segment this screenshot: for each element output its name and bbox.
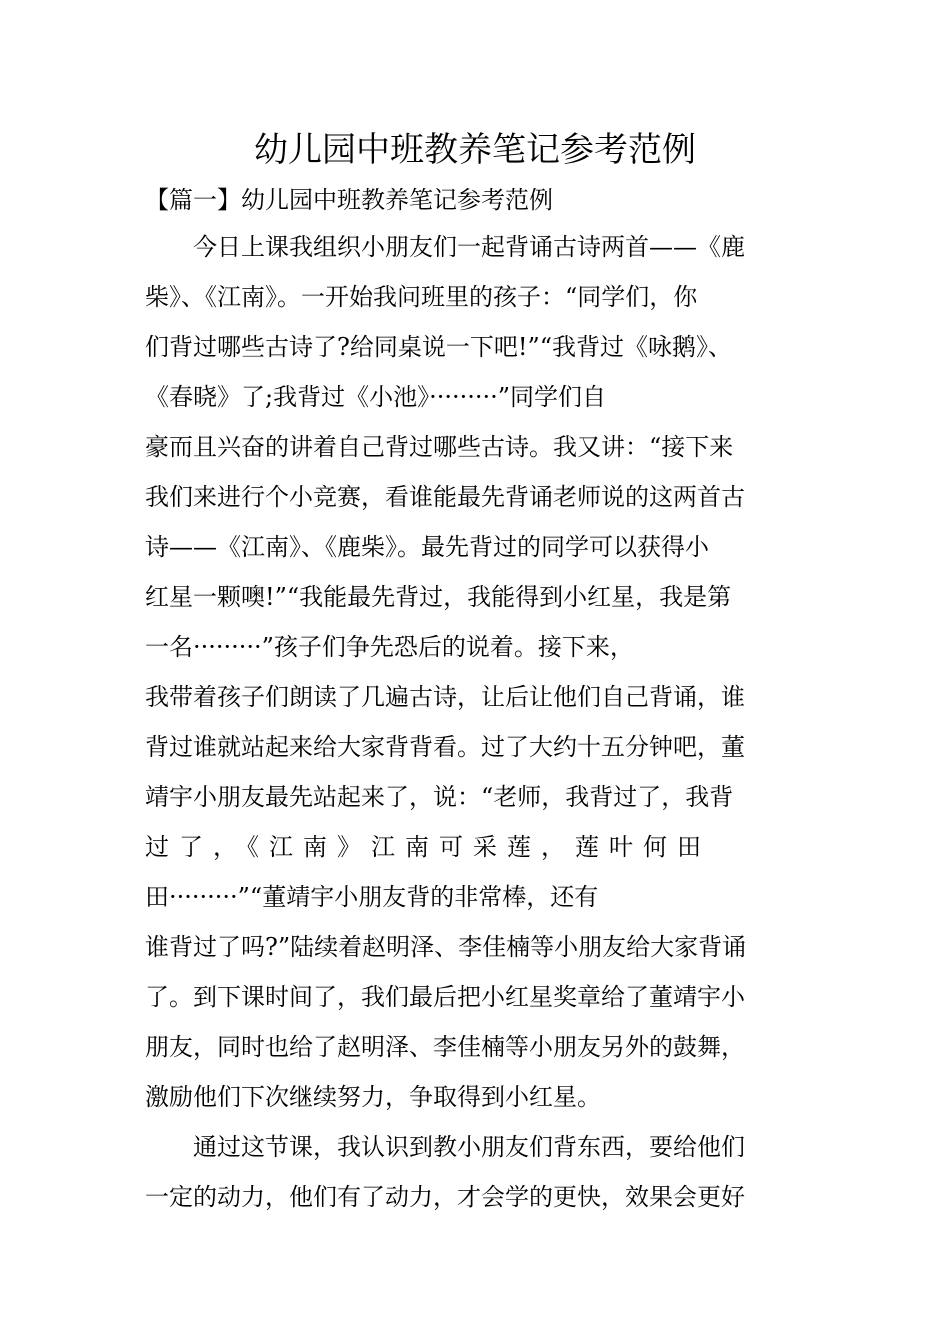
paragraph-line: 背过谁就站起来给大家背背看。过了大约十五分钟吧，董: [145, 733, 745, 761]
paragraph-line: 靖宇小朋友最先站起来了，说：“老师，我背过了，我背: [145, 783, 734, 811]
paragraph-line: 诗——《江南》、《鹿柴》。最先背过的同学可以获得小: [145, 533, 709, 561]
paragraph-line: 过了，《江南》江南可采莲，莲叶何田: [145, 833, 711, 861]
document-title: 幼儿园中班教养笔记参考范例: [254, 130, 696, 170]
paragraph-line: 一定的动力，他们有了动力，才会学的更快，效果会更好: [145, 1183, 745, 1211]
section-heading: 【篇一】幼儿园中班教养笔记参考范例: [145, 186, 553, 214]
paragraph-line: 柴》、《江南》。一开始我问班里的孩子：“同学们，你: [145, 283, 698, 311]
paragraph-line: 我带着孩子们朗读了几遍古诗，让后让他们自己背诵，谁: [145, 683, 745, 711]
paragraph-line: 田·········”“董靖宇小朋友背的非常棒，还有: [145, 883, 599, 911]
paragraph-line: 一名·········”孩子们争先恐后的说着。接下来，: [145, 633, 634, 661]
paragraph-line: 《春晓》了;我背过《小池》·········”同学们自: [145, 383, 607, 411]
paragraph-line: 红星一颗噢!”“我能最先背过，我能得到小红星，我是第: [145, 583, 732, 611]
paragraph-line: 们背过哪些古诗了?给同桌说一下吧!”“我背过《咏鹅》、: [145, 333, 733, 361]
paragraph-line: 了。到下课时间了，我们最后把小红星奖章给了董靖宇小: [145, 983, 745, 1011]
paragraph-line: 今日上课我组织小朋友们一起背诵古诗两首——《鹿: [145, 233, 745, 261]
paragraph-line: 豪而且兴奋的讲着自己背过哪些古诗。我又讲：“接下来: [145, 433, 734, 461]
paragraph-line: 我们来进行个小竞赛，看谁能最先背诵老师说的这两首古: [145, 483, 745, 511]
paragraph-line: 激励他们下次继续努力，争取得到小红星。: [145, 1083, 601, 1111]
paragraph-line: 朋友，同时也给了赵明泽、李佳楠等小朋友另外的鼓舞，: [145, 1033, 745, 1061]
paragraph-line: 通过这节课，我认识到教小朋友们背东西，要给他们: [145, 1133, 745, 1161]
paragraph-line: 谁背过了吗?”陆续着赵明泽、李佳楠等小朋友给大家背诵: [145, 933, 747, 961]
